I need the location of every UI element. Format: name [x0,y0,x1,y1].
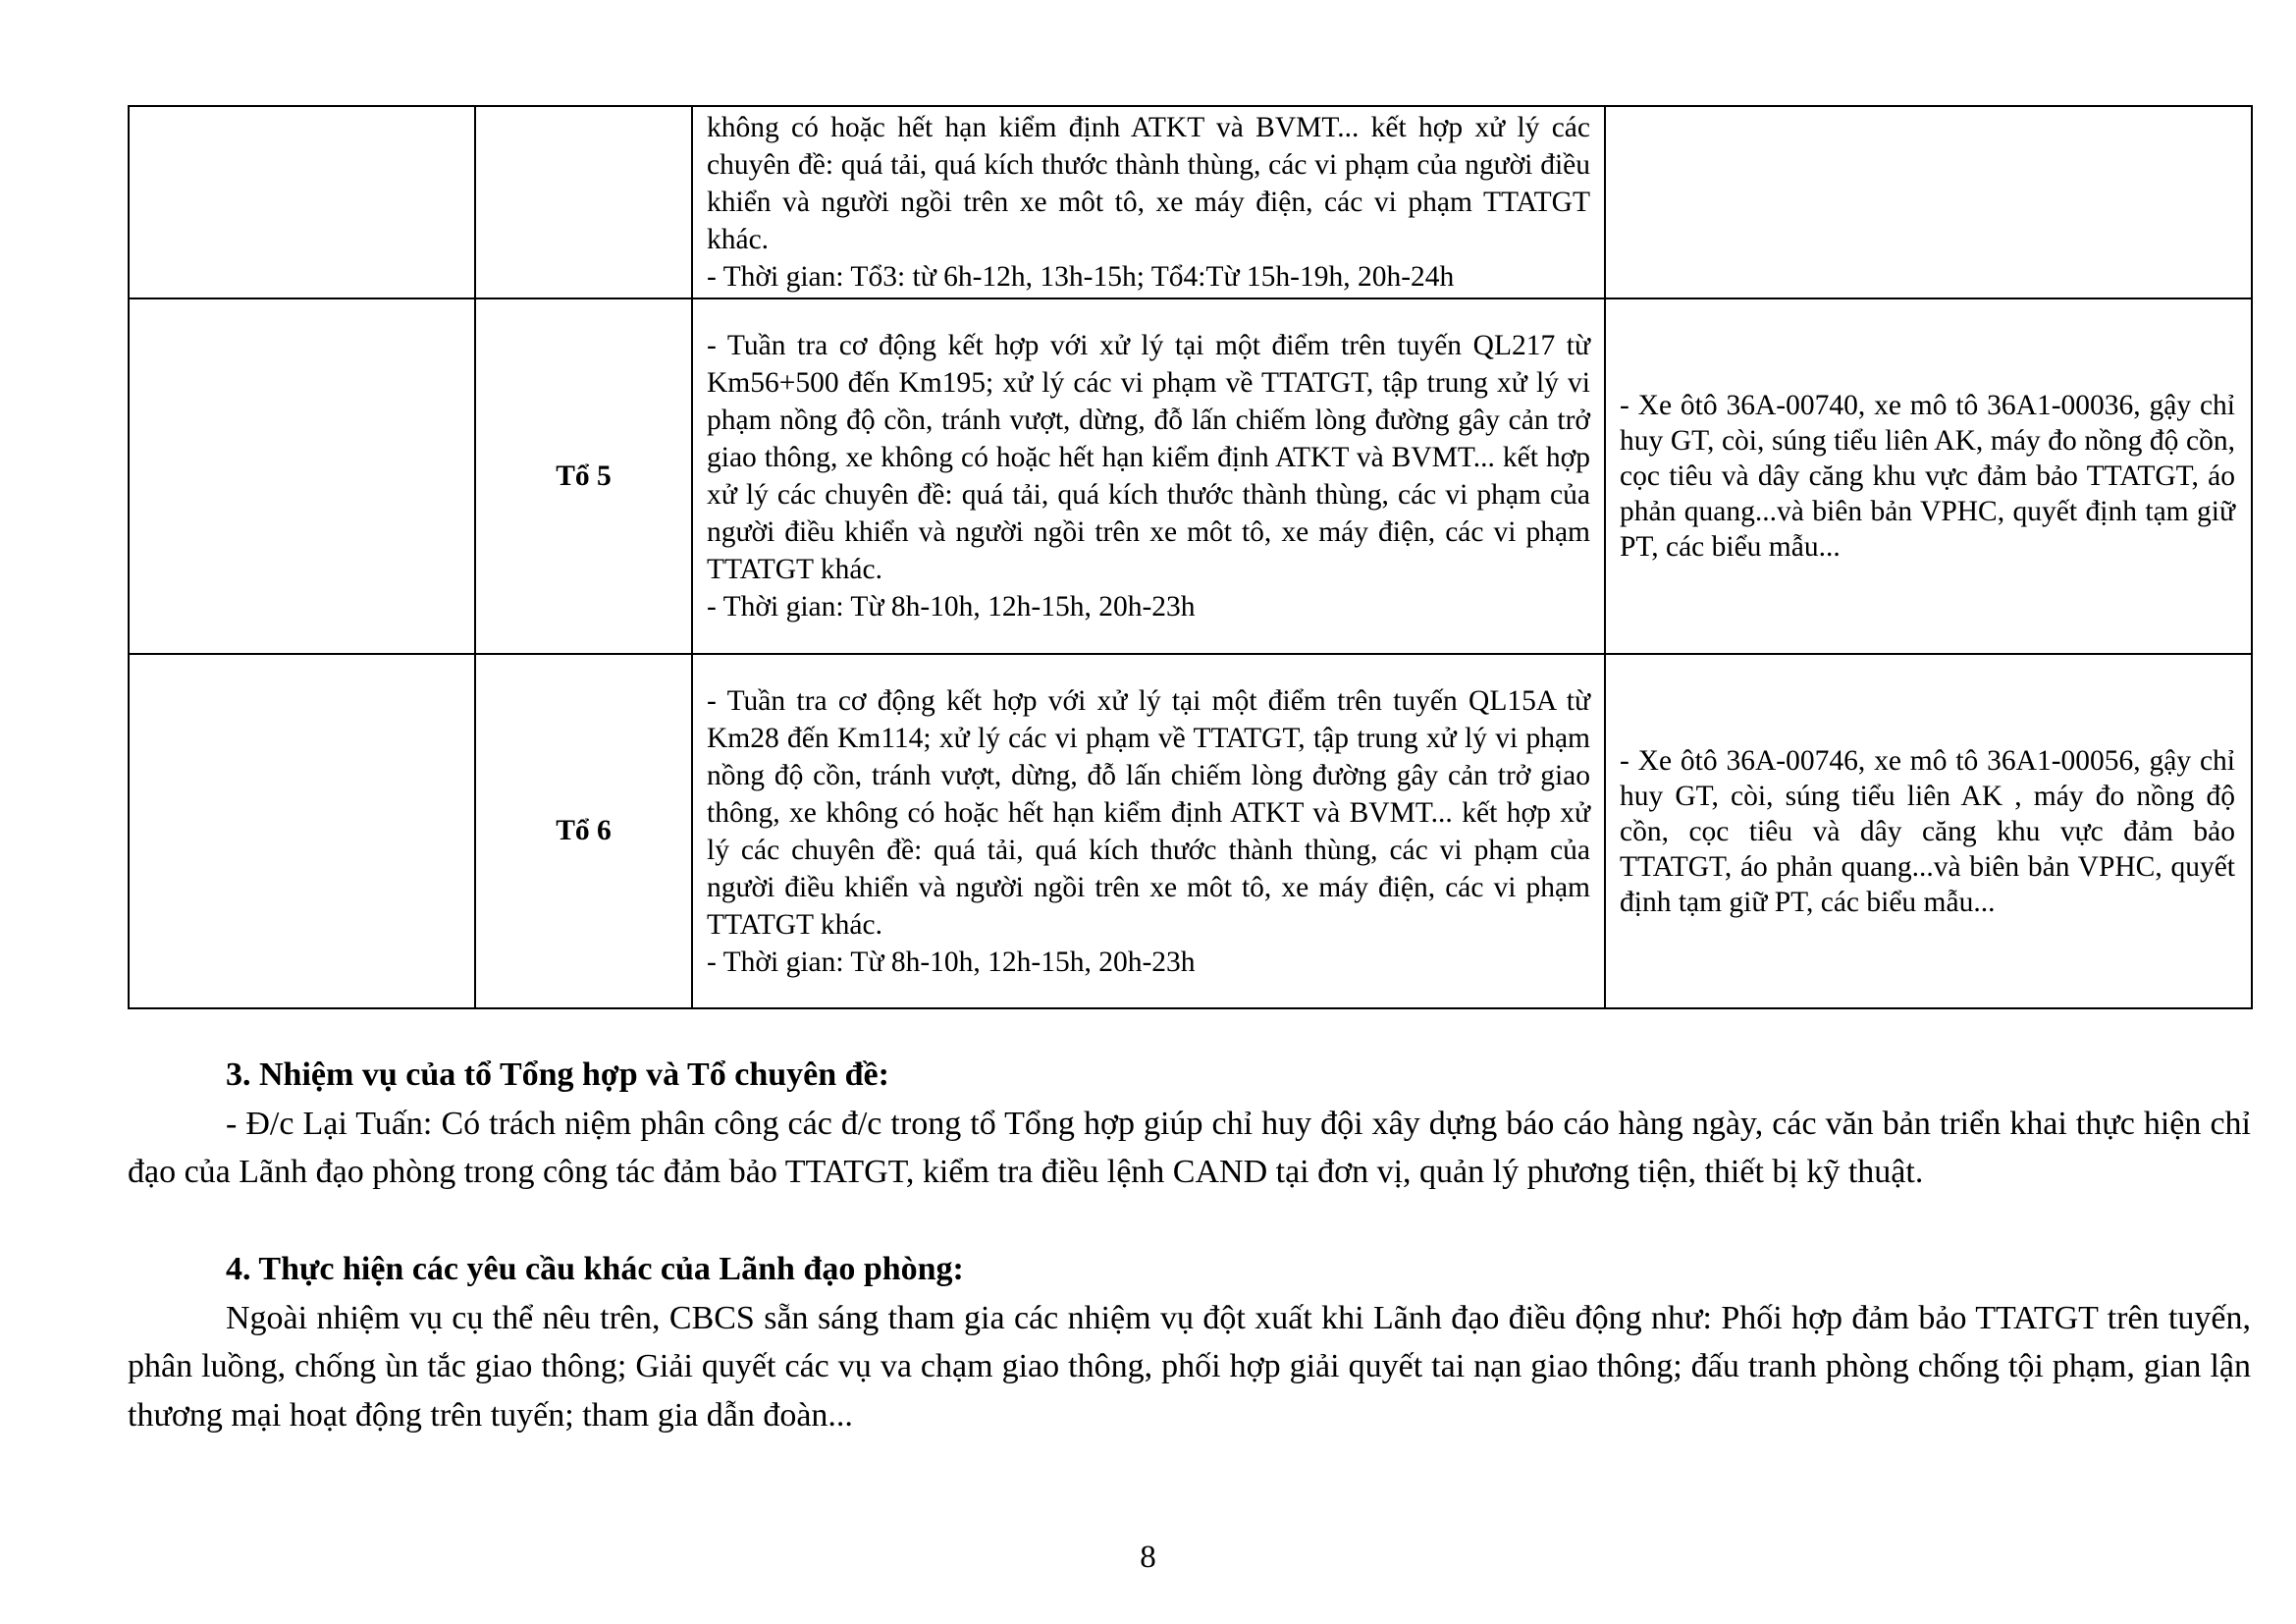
table-row [129,106,2252,298]
table-cell-task [692,654,1605,1008]
table-cell-task [692,106,1605,298]
task-time: - Thời gian: Từ 8h-10h, 12h-15h, 20h-23h [707,946,1196,978]
table-row [129,654,2252,1008]
section-paragraph: Ngoài nhiệm vụ cụ thể nêu trên, CBCS sẵn sáng tham gia các nhiệm vụ đột xuất khi Lãnh đạo điều động như: Phối hợp đảm bảo TTATGT trên tuyến, phân luồng, chống ùn tắc giao thông; Giải quyết các vụ va chạm giao thông, phối hợp giải quyết tai nạn giao thông; đấu tranh phòng chống tội phạm, gian lận thương mại hoạt động trên tuyến; tham gia dẫn đoàn... [128,1299,2251,1434]
table-cell-equipment [1605,654,2252,1008]
table-cell-equipment [1605,106,2252,298]
task-text: - Tuần tra cơ động kết hợp với xử lý tại một điểm trên tuyến QL217 từ Km56+500 đến Km195; xử lý các vi phạm về TTATGT, tập trung xử lý vi phạm nồng độ cồn, tránh vượt, dừng, đỗ lấn chiếm lòng đường gây cản trở giao thông, xe không có hoặc hết hạn kiểm định ATKT và BVMT... kết hợp xử lý các chuyên đề: quá tải, quá kích thước thành thùng, các vi phạm của người điều khiển và người ngồi trên xe môt tô, xe máy điện, các vi phạm TTATGT khác. [707,330,1590,585]
task-description [693,680,1604,983]
equipment-text: - Xe ôtô 36A-00740, xe mô tô 36A1-00036, gậy chỉ huy GT, còi, súng tiểu liên AK, máy đo nồng độ cồn, cọc tiêu và dây căng khu vực đảm bảo TTATGT, áo phản quang...và biên bản VPHC, quyết định tạm giữ PT, các biểu mẫu... [1620,390,2235,563]
team-label: Tổ 5 [556,460,612,492]
table-cell-team [475,106,692,298]
table-row [129,298,2252,654]
task-text: - Tuần tra cơ động kết hợp với xử lý tại một điểm trên tuyến QL15A từ Km28 đến Km114; xử lý các vi phạm về TTATGT, tập trung xử lý vi phạm nồng độ cồn, tránh vượt, dừng, đỗ lấn chiếm lòng đường gây cản trở giao thông, xe không có hoặc hết hạn kiểm định ATKT và BVMT... kết hợp xử lý các chuyên đề: quá tải, quá kích thước thành thùng, các vi phạm của người điều khiển và người ngồi trên xe môt tô, xe máy điện, các vi phạm TTATGT khác. [707,684,1590,941]
task-description [693,107,1604,298]
assignment-table [128,105,2253,1009]
section-3 [128,1051,2251,1197]
task-time: - Thời gian: Tổ3: từ 6h-12h, 13h-15h; Tổ4:Từ 15h-19h, 20h-24h [707,261,1455,293]
table-cell-empty [129,298,475,654]
table-cell-empty [129,106,475,298]
section-paragraph: - Đ/c Lại Tuấn: Có trách niệm phân công các đ/c trong tổ Tổng hợp giúp chỉ huy đội xây dựng báo cáo hàng ngày, các văn bản triển khai thực hiện chỉ đạo của Lãnh đạo phòng trong công tác đảm bảo TTATGT, kiểm tra điều lệnh CAND tại đơn vị, quản lý phương tiện, thiết bị kỹ thuật. [128,1105,2251,1190]
task-text: không có hoặc hết hạn kiểm định ATKT và BVMT... kết hợp xử lý các chuyên đề: quá tải, quá kích thước thành thùng, các vi phạm của người điều khiển và người ngồi trên xe môt tô, xe máy điện, các vi phạm TTATGT khác. [707,112,1590,255]
table-cell-team [475,654,692,1008]
table-cell-team [475,298,692,654]
section-heading: 4. Thực hiện các yêu cầu khác của Lãnh đạo phòng: [226,1251,964,1287]
team-label: Tổ 6 [556,815,612,846]
task-description [693,325,1604,627]
equipment-text [1606,200,2251,204]
table-cell-task [692,298,1605,654]
page-number: 8 [1140,1540,1156,1575]
equipment-text: - Xe ôtô 36A-00746, xe mô tô 36A1-00056, gậy chỉ huy GT, còi, súng tiểu liên AK , máy đo nồng độ cồn, cọc tiêu và dây căng khu vực đảm bảo TTATGT, áo phản quang...và biên bản VPHC, quyết định tạm giữ PT, các biểu mẫu... [1620,744,2235,918]
task-time: - Thời gian: Từ 8h-10h, 12h-15h, 20h-23h [707,591,1196,623]
section-4 [128,1245,2251,1439]
table-cell-equipment [1605,298,2252,654]
table-cell-empty [129,654,475,1008]
section-heading: 3. Nhiệm vụ của tổ Tổng hợp và Tổ chuyên đề: [226,1056,889,1093]
